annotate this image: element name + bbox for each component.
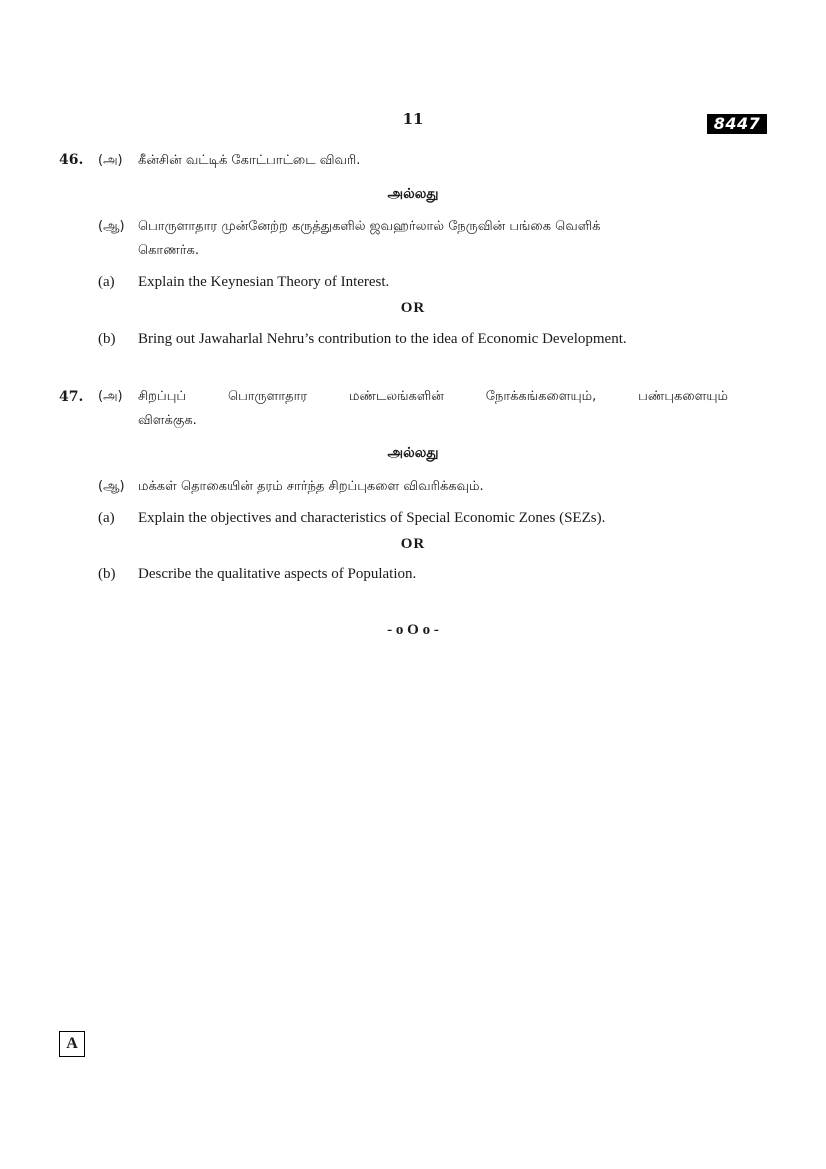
q47-tamil-b-marker: (ஆ) bbox=[98, 479, 125, 494]
q46-tamil-a-marker: (அ) bbox=[98, 153, 123, 168]
q46-english-b-text: Bring out Jawaharlal Nehru’s contribution to the idea of Economic Development. bbox=[138, 331, 627, 347]
q47-tamil-b-text: மக்கள் தொகையின் தரம் சார்ந்த சிறப்புகளை விவரிக்கவும். bbox=[138, 479, 484, 494]
q46-english-a-marker: (a) bbox=[98, 274, 115, 290]
q46-english-b-marker: (b) bbox=[98, 331, 116, 347]
q47-english-b-marker: (b) bbox=[98, 566, 116, 582]
q46-tamil-b-line2: கொணர்க. bbox=[138, 243, 200, 258]
end-of-paper-mark: - o O o - bbox=[387, 622, 439, 638]
q47-english-a-marker: (a) bbox=[98, 510, 115, 526]
q46-tamil-or: அல்லது bbox=[387, 186, 439, 202]
paper-code-badge: 8447 bbox=[707, 114, 767, 134]
q46-english-or: OR bbox=[400, 300, 426, 316]
version-letter-box: A bbox=[59, 1031, 85, 1057]
q47-english-a-text: Explain the objectives and characteristics of Special Economic Zones (SEZs). bbox=[138, 510, 606, 526]
q47-tamil-a-line1: சிறப்புப் பொருளாதார மண்டலங்களின் நோக்கங்களையும், பண்புகளையும் bbox=[138, 389, 728, 404]
question-number-47: 47. bbox=[59, 389, 84, 405]
q47-tamil-a-line2: விளக்குக. bbox=[138, 413, 197, 428]
page-number: 11 bbox=[402, 110, 424, 128]
q46-tamil-b-line1: பொருளாதார முன்னேற்ற கருத்துகளில் ஜவஹர்லால் நேருவின் பங்கை வெளிக் bbox=[138, 219, 601, 234]
q47-tamil-or: அல்லது bbox=[387, 445, 439, 461]
q47-english-b-text: Describe the qualitative aspects of Population. bbox=[138, 566, 417, 582]
q46-english-a-text: Explain the Keynesian Theory of Interest. bbox=[138, 274, 390, 290]
q46-tamil-a-text: கீன்சின் வட்டிக் கோட்பாட்டை விவரி. bbox=[138, 153, 361, 168]
question-number-46: 46. bbox=[59, 152, 84, 168]
q47-tamil-a-marker: (அ) bbox=[98, 389, 123, 404]
q47-english-or: OR bbox=[400, 536, 426, 552]
q46-tamil-b-marker: (ஆ) bbox=[98, 219, 125, 234]
